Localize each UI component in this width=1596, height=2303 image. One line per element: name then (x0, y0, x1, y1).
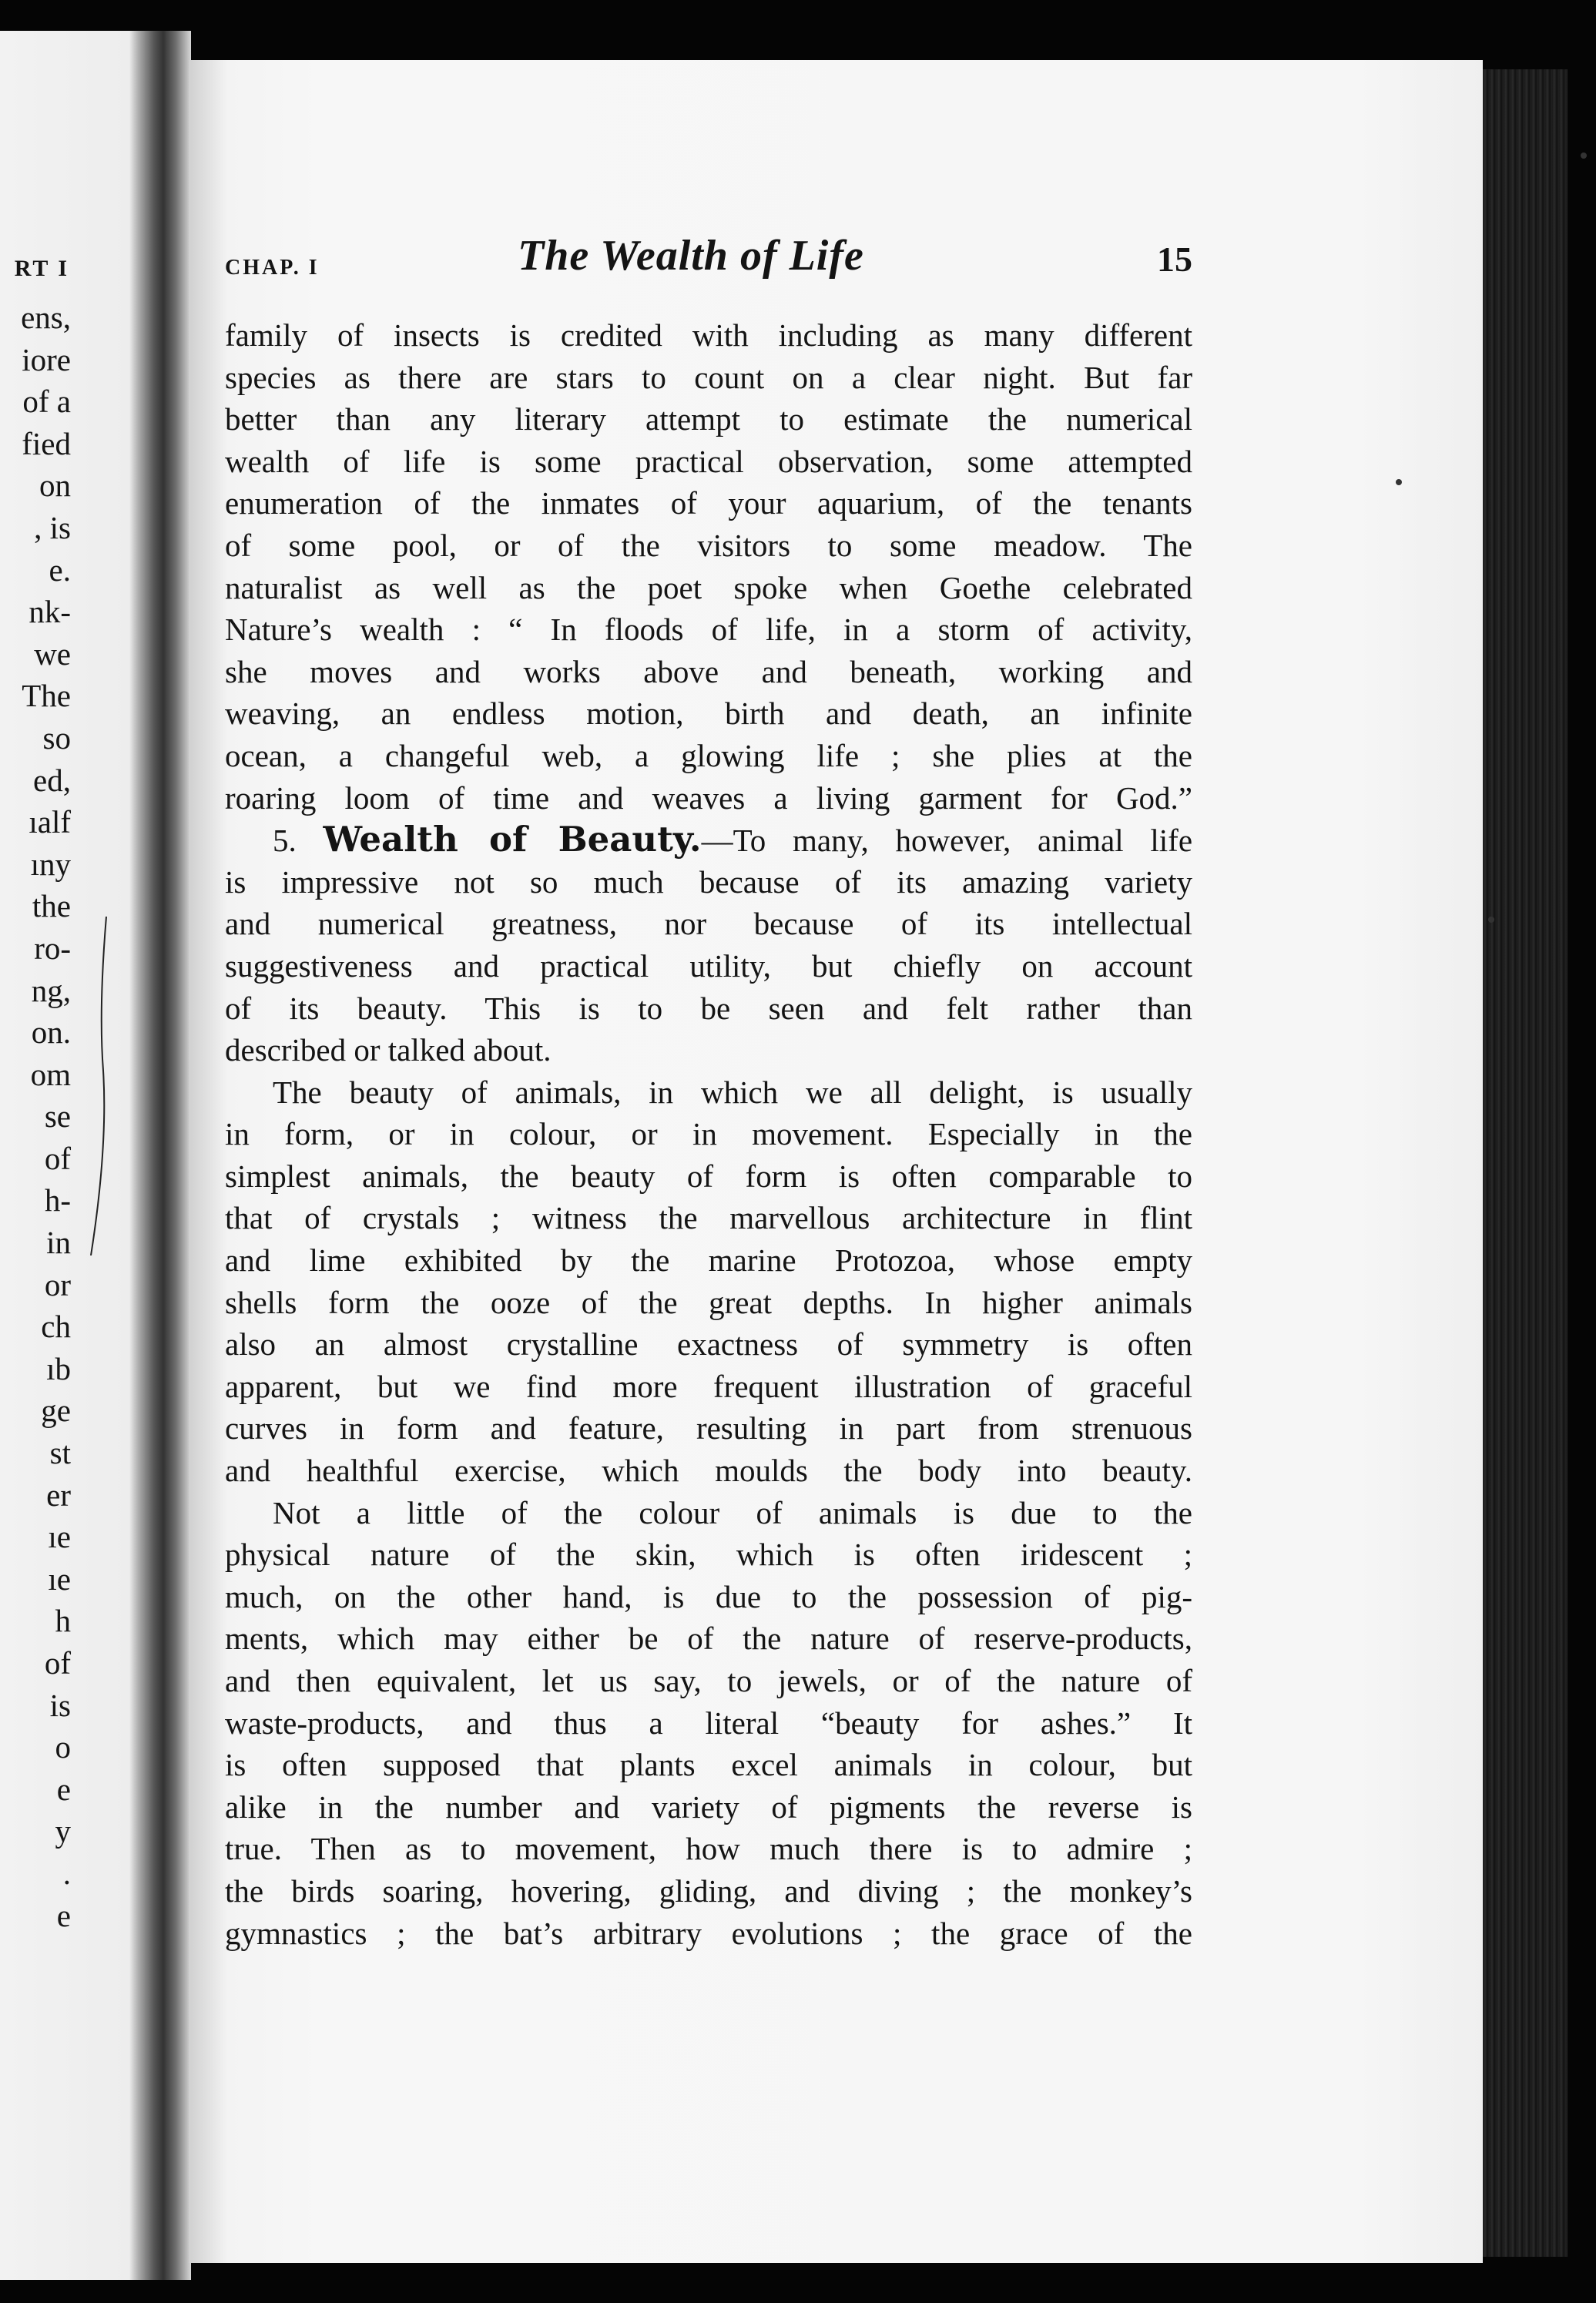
text-line: species as there are stars to count on a clear night. But far (225, 359, 1192, 395)
section-heading: Wealth of Beauty. (323, 819, 702, 860)
text-line: shells form the ooze of the great depths. In higher animals (225, 1284, 1192, 1320)
text-line: is impressive not so much because of its amazing variety (225, 863, 1192, 900)
page-number: 15 (1157, 240, 1192, 279)
section-heading-line (225, 819, 1192, 861)
left-page-fragment: ed, (33, 762, 71, 798)
dust-speck (1488, 917, 1494, 923)
text-line: wealth of life is some practical observation, some attempted (225, 443, 1192, 479)
text-line: roaring loom of time and weaves a living garment for God.” (225, 779, 1192, 816)
text-line: much, on the other hand, is due to the possession of pig- (225, 1578, 1192, 1614)
left-page-fragment: ng, (31, 972, 71, 1008)
left-page-fragment: om (30, 1056, 71, 1092)
left-page-fragment: ıalf (28, 804, 71, 840)
text-line: enumeration of the inmates of your aquarium, of the tenants (225, 485, 1192, 521)
left-page-fragment: of (44, 1645, 71, 1681)
left-page-running-head: RT I (14, 256, 69, 281)
text-line: —To many, however, animal life (701, 823, 1193, 859)
left-page-fragment: se (44, 1098, 71, 1135)
text-line: apparent, but we find more frequent illustration of graceful (225, 1368, 1192, 1404)
text-line: better than any literary attempt to estimate the numerical (225, 401, 1192, 437)
page-title: The Wealth of Life (518, 232, 864, 280)
text-line: that of crystals ; witness the marvellous architecture in flint (225, 1200, 1192, 1236)
left-page-fragment: so (42, 719, 71, 756)
left-page-fragment: in (46, 1225, 71, 1261)
left-page-text-fragments (0, 297, 71, 1936)
left-page-fragment: , is (34, 509, 71, 545)
text-line: simplest animals, the beauty of form is often comparable to (225, 1158, 1192, 1194)
left-page-fragment: e. (49, 551, 71, 588)
paragraph-4 (225, 1492, 1192, 1955)
text-line: true. Then as to movement, how much there is to admire ; (225, 1831, 1192, 1867)
dust-speck (1581, 153, 1587, 159)
left-page-fragment: ıe (48, 1560, 71, 1597)
text-line: in form, or in colour, or in movement. Especially in the (225, 1116, 1192, 1152)
text-line: and lime exhibited by the marine Protozoa, whose empty (225, 1242, 1192, 1279)
left-page-fragment: we (34, 635, 71, 672)
section-5 (225, 819, 1192, 1071)
left-page-fragment: fied (22, 425, 71, 461)
text-line: and then equivalent, let us say, to jewels, or of the nature of (225, 1663, 1192, 1698)
text-line: Not a little of the colour of animals is due to the (273, 1494, 1192, 1530)
text-line: alike in the number and variety of pigments the reverse is (225, 1788, 1192, 1825)
text-line: The beauty of animals, in which we all delight, is usually (273, 1074, 1192, 1110)
left-page-fragment: ıe (48, 1519, 71, 1555)
body-text (225, 314, 1192, 1954)
text-line: suggestiveness and practical utility, but chiefly on account (225, 947, 1192, 984)
left-page-fragment: er (46, 1477, 71, 1513)
dust-speck (1396, 479, 1402, 485)
left-page-fragment: on (39, 468, 71, 504)
left-page-fragment: o (55, 1729, 71, 1765)
text-line: also an almost crystalline exactness of symmetry is often (225, 1326, 1192, 1363)
book-gutter-shadow (129, 31, 191, 2280)
text-line: curves in form and feature, resulting in part from strenuous (225, 1410, 1192, 1446)
text-line: family of insects is credited with including as many different (225, 317, 1192, 353)
left-page-fragment: ro- (34, 930, 71, 966)
text-line: physical nature of the skin, which is often iridescent ; (225, 1537, 1192, 1573)
section-number: 5. (273, 823, 297, 859)
text-line: and healthful exercise, which moulds the body into beauty. (225, 1453, 1192, 1489)
left-page-fragment: is (49, 1687, 71, 1723)
left-page-fragment: h (55, 1603, 71, 1639)
left-page-fragment: e (56, 1771, 71, 1807)
left-page-fragment: h- (44, 1182, 71, 1219)
text-line: she moves and works above and beneath, working and (225, 653, 1192, 689)
pencil-margin-mark (75, 917, 122, 1255)
text-line: weaving, an endless motion, birth and death, an infinite (225, 696, 1192, 732)
text-line: naturalist as well as the poet spoke when Goethe celebrated (225, 569, 1192, 605)
text-line: of its beauty. This is to be seen and felt rather than (225, 990, 1192, 1026)
left-page-fragment: e (56, 1897, 71, 1933)
left-page-fragment: . (62, 1855, 71, 1891)
text-line: is often supposed that plants excel animals in colour, but (225, 1747, 1192, 1783)
left-page-fragment: ens, (21, 300, 71, 335)
text-line: and numerical greatness, nor because of its intellectual (225, 906, 1192, 942)
left-page-fragment: nk- (28, 594, 71, 630)
left-page-fragment: iore (22, 341, 71, 377)
text-line: Nature’s wealth : “ In floods of life, in a storm of activity, (225, 612, 1192, 648)
page-edges (1483, 69, 1568, 2257)
chapter-label: CHAP. I (225, 256, 320, 280)
text-line: gymnastics ; the bat’s arbitrary evolutions ; the grace of the (225, 1915, 1192, 1951)
left-page-fragment: of a (22, 384, 71, 420)
left-page-fragment: or (44, 1266, 71, 1302)
text-line: described or talked about. (225, 1032, 552, 1068)
left-page-fragment: y (55, 1813, 71, 1849)
left-page-fragment: ıny (30, 846, 71, 882)
text-line: waste-products, and thus a literal “beauty for ashes.” It (225, 1705, 1192, 1741)
text-line: ocean, a changeful web, a glowing life ; she plies at the (225, 737, 1192, 773)
text-line: ments, which may either be of the nature of reserve-products, (225, 1621, 1192, 1657)
text-line: of some pool, or of the visitors to some meadow. The (225, 527, 1192, 563)
paragraph-3 (225, 1071, 1192, 1492)
left-page-fragment: st (49, 1435, 71, 1471)
left-page-fragment: ıb (46, 1350, 71, 1386)
left-page-fragment: The (22, 678, 71, 714)
running-head (225, 231, 1192, 293)
left-page-fragment: on. (31, 1014, 71, 1051)
text-line: the birds soaring, hovering, gliding, and diving ; the monkey’s (225, 1872, 1192, 1909)
left-page-fragment: of (44, 1140, 71, 1176)
paragraph-1 (225, 314, 1192, 819)
left-page-fragment: ch (41, 1309, 71, 1345)
left-page-fragment: the (32, 888, 71, 924)
left-page-fragment: ge (41, 1393, 71, 1429)
